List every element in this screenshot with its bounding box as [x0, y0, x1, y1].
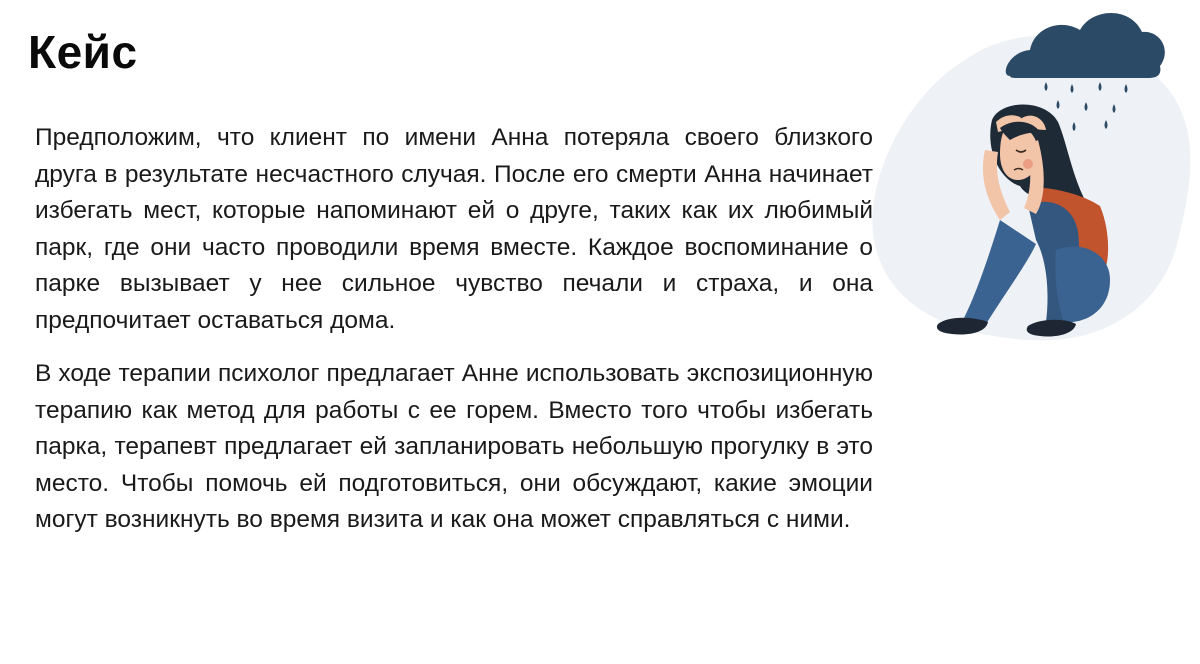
case-paragraph-1: Предположим, что клиент по имени Анна потеряла своего близкого друга в результате несчастного случая. После его смерти Анна начинает избегать мест, которые напоминают ей о друге, таких как их любимый парк, где они часто проводили время вместе. Каждое воспоминание о парке вызывает у нее сильное чувство печали и страха, и она предпочитает оставаться дома.	[35, 124, 873, 334]
case-paragraph-2: В ходе терапии психолог предлагает Анне использовать экспозиционную терапию как метод для работы с ее горем. Вместо того чтобы избегать парка, терапевт предлагает ей запланировать небольшую прогулку в это место. Чтобы помочь ей подготовиться, они обсуждают, какие эмоции могут возникнуть во время визита и как она может справляться с ними.	[35, 360, 873, 533]
sad-woman-rain-cloud-illustration	[860, 0, 1200, 360]
slide-title: Кейс	[28, 26, 138, 78]
case-text	[35, 120, 873, 539]
